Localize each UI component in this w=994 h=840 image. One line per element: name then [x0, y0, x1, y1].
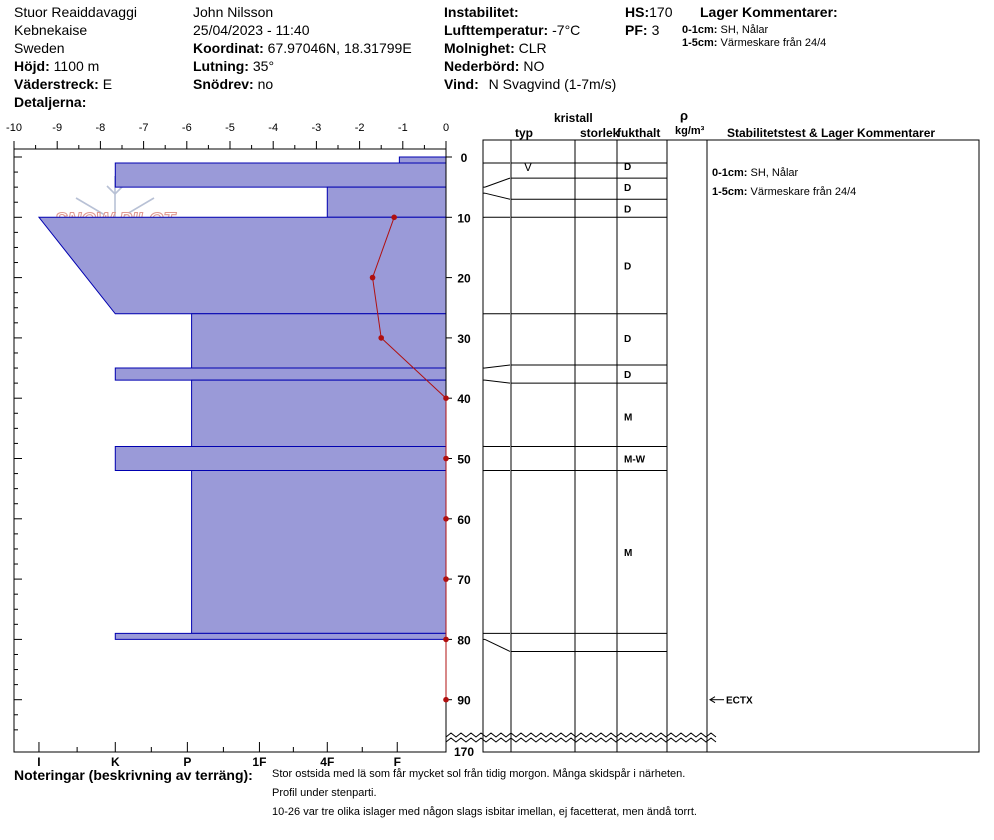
moisture-label: M [624, 412, 633, 424]
moisture-label: D [624, 204, 632, 216]
depth-break-marker [446, 733, 716, 737]
layer-connector [485, 193, 510, 199]
depth-tick-label: 80 [457, 633, 471, 648]
observer-name: John Nilsson [193, 4, 274, 20]
temperature-point [443, 516, 449, 522]
country-name: Sweden [14, 40, 65, 56]
moisture-label: M-W [624, 454, 646, 466]
hardness-bar [115, 368, 446, 380]
moisture-label: D [624, 183, 632, 195]
temperature-tick-label: -1 [397, 122, 408, 134]
size-column-header: storlek [580, 126, 620, 140]
temperature-tick-label: -2 [354, 122, 365, 134]
temperature-point [443, 456, 449, 462]
stability-test-label: ECTX [726, 695, 753, 707]
hardness-bar [115, 163, 446, 187]
hardness-bar [39, 217, 446, 313]
precip-label: Nederbörd: [444, 58, 520, 74]
hardness-bar [192, 380, 446, 446]
stability-comment-text: SH, Nålar [750, 167, 799, 179]
depth-tick-label: 90 [457, 693, 471, 708]
region-name: Kebnekaise [14, 22, 88, 38]
depth-tick-label: 50 [457, 452, 471, 467]
hardness-bar [192, 471, 446, 634]
rho-column-header: ρ [680, 108, 689, 123]
note-line: Profil under stenparti. [272, 787, 377, 799]
temperature-tick-label: -3 [311, 122, 322, 134]
location-name: Stuor Reaiddavaggi [14, 4, 137, 20]
temperature-tick-label: 0 [442, 122, 450, 134]
type-column-header: typ [515, 126, 533, 140]
stability-column-header: Stabilitetstest & Lager Kommentarer [727, 126, 936, 140]
aspect-label: Väderstreck: [14, 76, 99, 92]
temperature-tick-label: -8 [95, 122, 106, 134]
moisture-label: D [624, 333, 632, 345]
stability-comment-depth: 1-5cm: [712, 186, 748, 198]
wind-value: N Svagvind (1-7m/s) [488, 76, 617, 92]
hs-label: HS: [625, 4, 650, 20]
depth-tick-label: 70 [457, 573, 471, 588]
temperature-tick-label: -7 [138, 122, 149, 134]
layer-comment-text: SH, Nålar [720, 24, 769, 36]
temperature-point [443, 576, 449, 582]
temperature-point [443, 637, 449, 643]
depth-tick-label: 0 [460, 151, 468, 165]
depth-tick-label: 10 [457, 211, 471, 226]
temperature-tick-label: -6 [181, 122, 192, 134]
temperature-tick-label: -9 [52, 122, 63, 134]
depth-tick-label: 40 [457, 392, 471, 407]
slope-value: 35° [252, 58, 275, 74]
observation-datetime: 25/04/2023 - 11:40 [193, 22, 310, 38]
temperature-tick-label: -4 [268, 122, 279, 134]
coordinate-label: Koordinat: [193, 40, 264, 56]
temperature-point [443, 697, 449, 703]
hardness-tick-label: 4F [320, 755, 335, 769]
hardness-tick-label: 1F [252, 755, 267, 769]
precip-value: NO [523, 58, 545, 74]
stability-comment [712, 186, 856, 198]
layer-comments-label: Lager Kommentarer: [700, 4, 838, 20]
depth-tick-label: 60 [457, 512, 471, 527]
pf-label: PF: [625, 22, 648, 38]
moisture-label: M [624, 547, 633, 559]
density-unit-header: kg/m³ [675, 125, 705, 137]
hardness-bar [115, 446, 446, 470]
hardness-bar [399, 157, 446, 163]
layer-connector [485, 178, 510, 187]
hardness-bar [327, 187, 446, 217]
details-label: Detaljerna: [14, 94, 87, 110]
pf-value: 3 [651, 22, 660, 38]
elevation-value: 1100 m [53, 58, 100, 74]
cloud-value: CLR [518, 40, 547, 56]
cloud-label: Molnighet: [444, 40, 515, 56]
layer-comment-text: Värmeskare från 24/4 [720, 37, 827, 49]
hardness-tick-label: F [393, 755, 401, 769]
drift-label: Snödrev: [193, 76, 254, 92]
airtemp-label: Lufttemperatur: [444, 22, 549, 38]
temperature-point [370, 275, 376, 281]
hs-value: 170 [649, 4, 673, 20]
temperature-tick-label: -5 [225, 122, 235, 134]
notes-label: Noteringar (beskrivning av terräng): [14, 767, 253, 783]
hardness-tick-label: P [183, 755, 192, 769]
note-line: 10-26 var tre olika islager med någon slags isbitar imellan, ej facetterat, men ändå torrt. [272, 806, 697, 818]
drift-value: no [257, 76, 274, 92]
moisture-label: D [624, 370, 632, 382]
moisture-label: D [624, 261, 632, 273]
temperature-point [391, 215, 397, 221]
depth-tick-label: 30 [457, 331, 471, 346]
stability-comment-depth: 0-1cm: [712, 167, 748, 179]
moisture-column-header: fukthalt [617, 126, 661, 140]
stability-comment [712, 167, 798, 179]
hardness-tick-label: K [110, 755, 120, 769]
temperature-point [378, 335, 384, 341]
note-line: Stor ostsida med lä som får mycket sol från tidig morgon. Många skidspår i närheten. [272, 768, 686, 780]
depth-tick-label: 170 [453, 745, 475, 759]
elevation-label: Höjd: [14, 58, 50, 74]
coordinate-value: 67.97046N, 18.31799E [267, 40, 412, 56]
layer-connector [485, 639, 510, 651]
slope-label: Lutning: [193, 58, 249, 74]
layer-connector [485, 365, 510, 368]
depth-tick-label: 20 [457, 271, 471, 286]
aspect-value: E [102, 76, 113, 92]
crystal-type-symbol: V [523, 160, 533, 175]
stability-comment-text: Värmeskare från 24/4 [750, 186, 857, 198]
depth-break-marker [446, 738, 716, 742]
moisture-label: D [624, 162, 632, 174]
hardness-tick-label: I [37, 755, 41, 769]
temperature-point [443, 395, 449, 401]
layer-comment-depth: 1-5cm: [682, 37, 718, 49]
instability-label: Instabilitet: [444, 4, 519, 20]
hardness-bar [192, 314, 446, 368]
layer-connector [485, 380, 510, 383]
layer-comment-depth: 0-1cm: [682, 24, 718, 36]
hardness-bar [115, 633, 446, 639]
temperature-tick-label: -10 [6, 122, 22, 134]
crystal-column-header: kristall [554, 111, 593, 125]
airtemp-value: -7°C [552, 22, 581, 38]
wind-label: Vind: [444, 76, 479, 92]
